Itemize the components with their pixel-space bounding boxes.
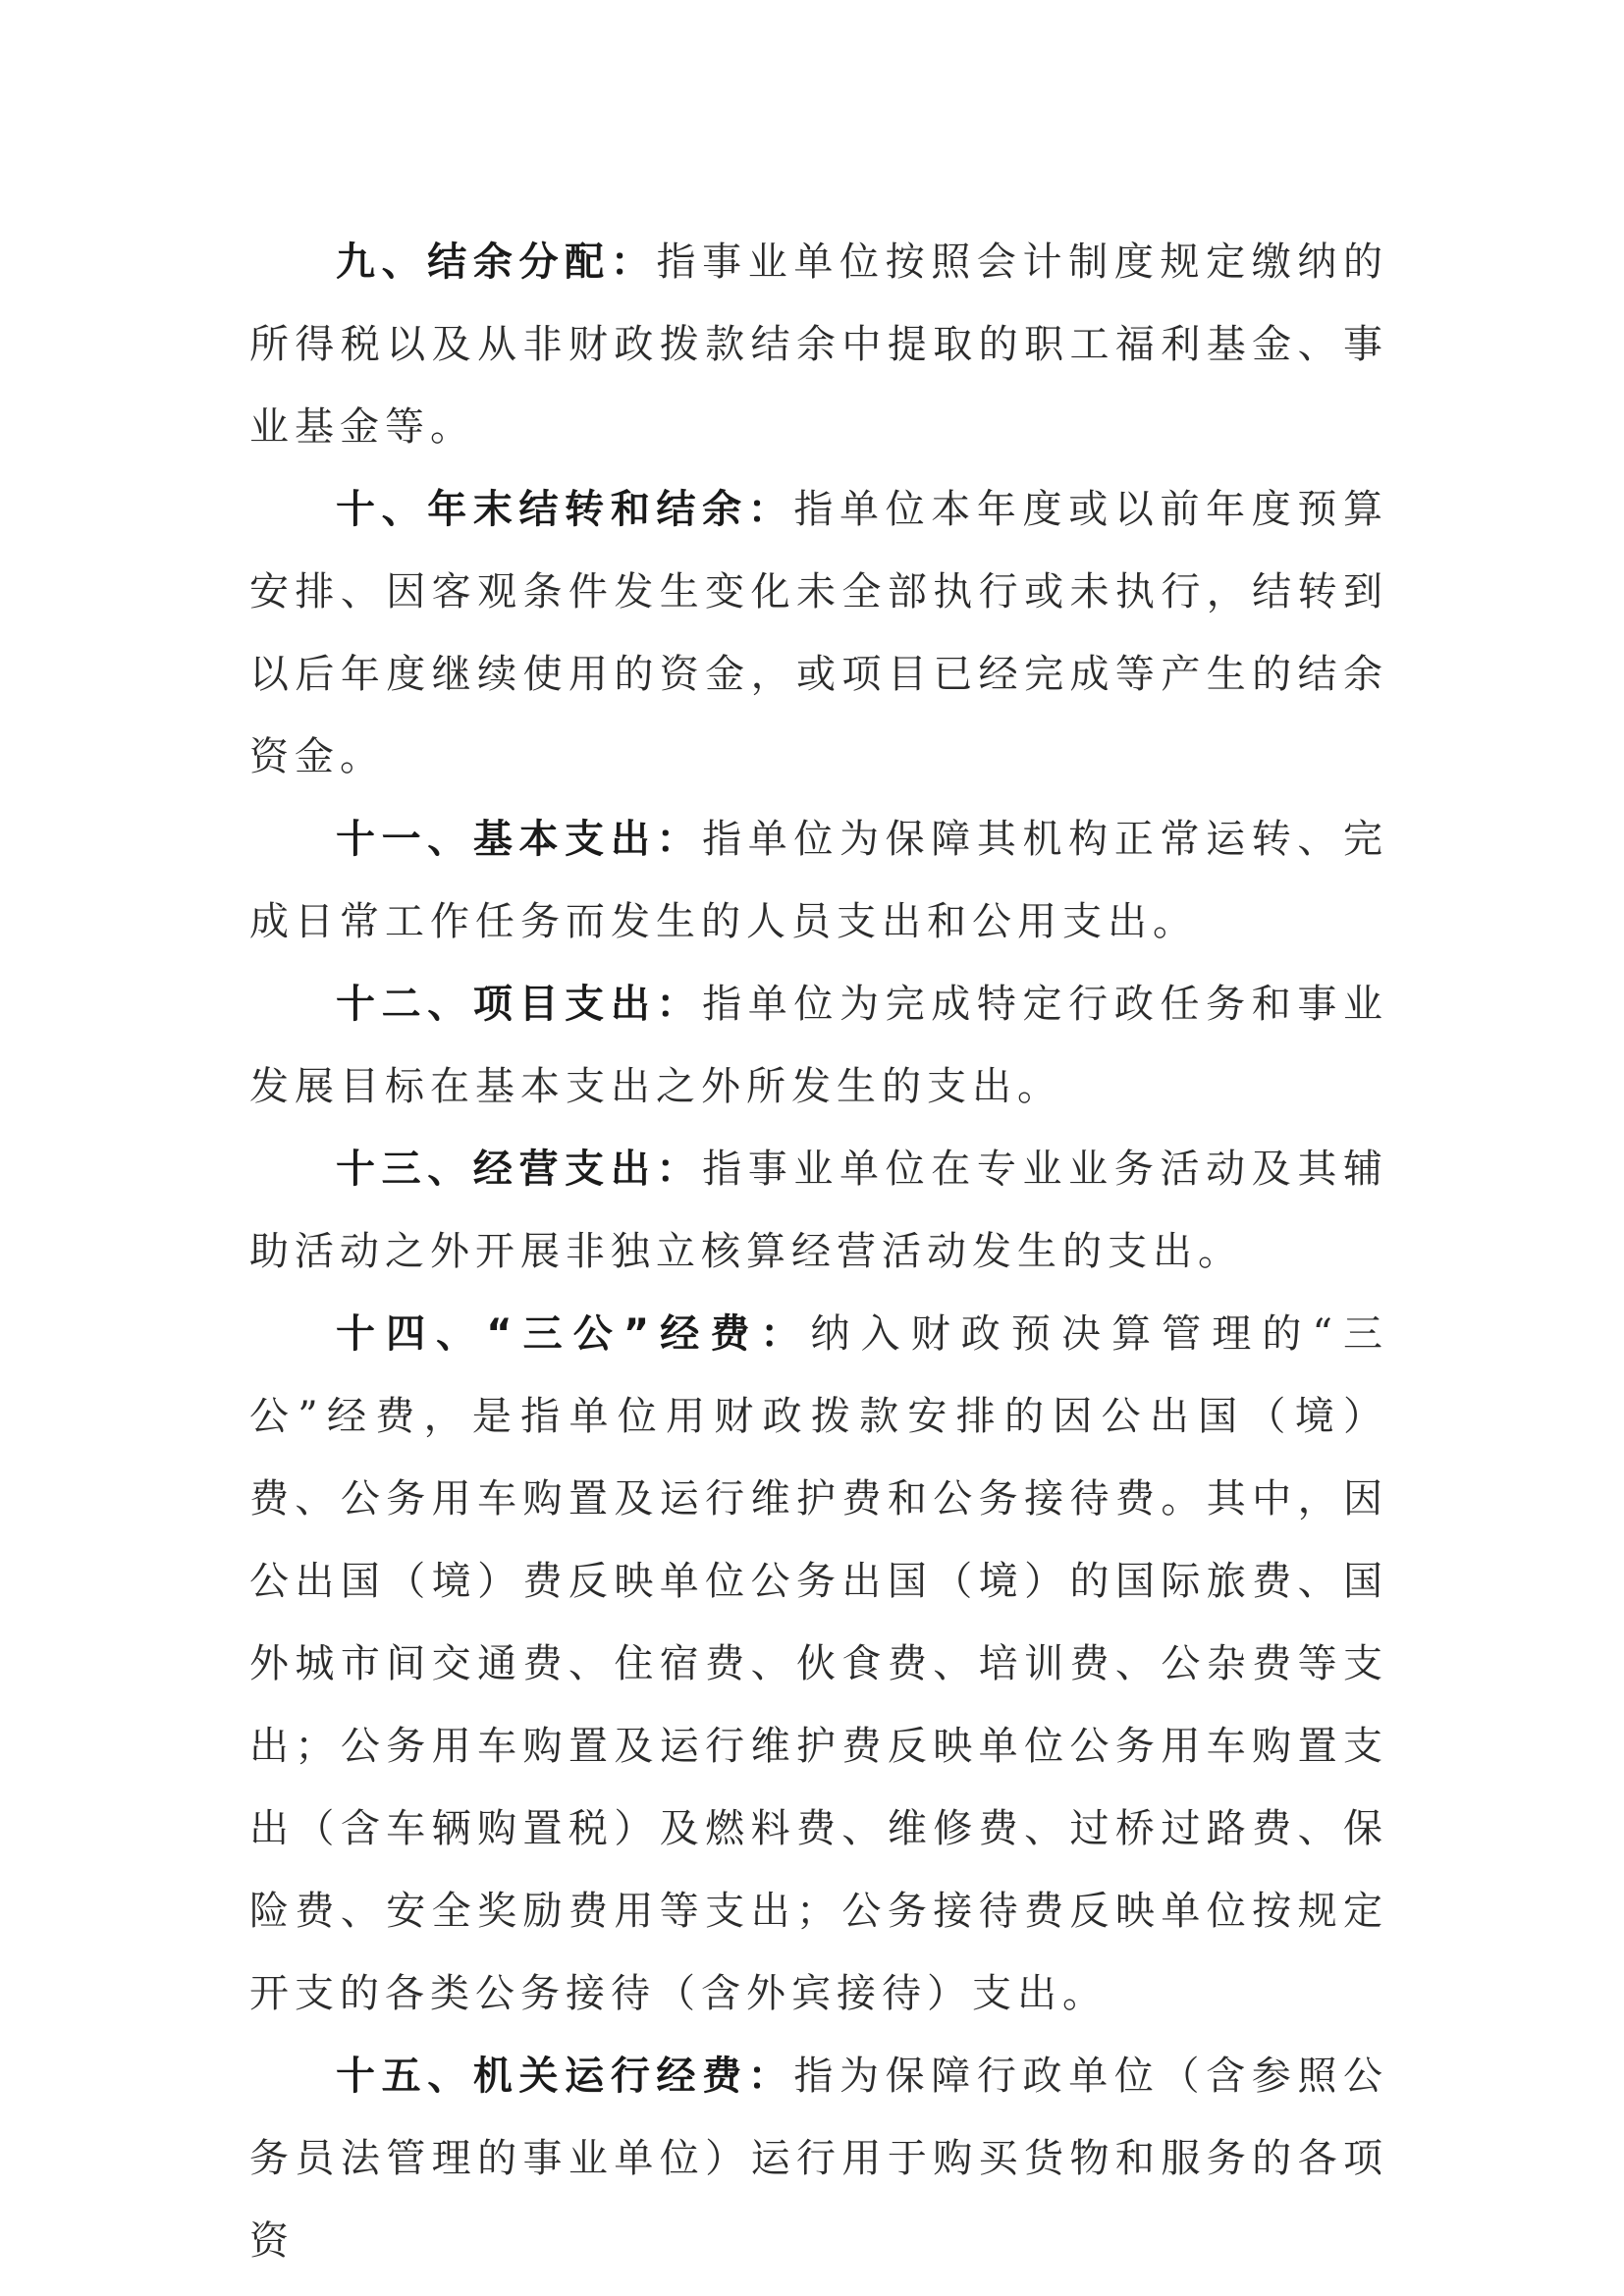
term-heading: 十四、“三公”经费：: [336, 1311, 811, 1357]
term-heading: 十三、经营支出：: [336, 1147, 703, 1192]
term-definition: 指事业单位在专业业务活动及其辅助活动之外开展非独立核算经营活动发生的支出。: [249, 1147, 1389, 1274]
paragraph-operating-expenditure: [249, 1128, 1388, 1293]
term-definition: 指单位为完成特定行政任务和事业发展目标在基本支出之外所发生的支出。: [249, 982, 1389, 1109]
paragraph-surplus-distribution: [249, 221, 1388, 468]
term-heading: 十一、基本支出：: [336, 817, 703, 862]
paragraph-project-expenditure: [249, 963, 1388, 1128]
paragraph-three-public-expenses: [249, 1293, 1388, 2035]
term-definition: 指事业单位按照会计制度规定缴纳的所得税以及从非财政拨款结余中提取的职工福利基金、事业基金等。: [249, 240, 1389, 450]
term-heading: 十五、机关运行经费：: [336, 2054, 794, 2099]
term-heading: 十、年末结转和结余：: [336, 487, 794, 532]
term-definition: 指为保障行政单位（含参照公务员法管理的事业单位）运行用于购买货物和服务的各项资: [249, 2054, 1389, 2264]
term-heading: 十二、项目支出：: [336, 982, 703, 1027]
paragraph-agency-operating-funds: [249, 2035, 1388, 2282]
document-page: [249, 221, 1388, 2282]
term-definition: 纳入财政预决算管理的“三公”经费，是指单位用财政拨款安排的因公出国（境）费、公务用车购置及运行维护费和公务接待费。其中，因公出国（境）费反映单位公务出国（境）的国际旅费、国外城市间交通费、住宿费、伙食费、培训费、公杂费等支出；公务用车购置及运行维护费反映单位公务用车购置支出（含车辆购置税）及燃料费、维修费、过桥过路费、保险费、安全奖励费用等支出；公务接待费反映单位按规定开支的各类公务接待（含外宾接待）支出。: [249, 1311, 1388, 2016]
paragraph-year-end-carryover: [249, 468, 1388, 798]
term-definition: 指单位为保障其机构正常运转、完成日常工作任务而发生的人员支出和公用支出。: [249, 817, 1389, 944]
term-definition: 指单位本年度或以前年度预算安排、因客观条件发生变化未全部执行或未执行，结转到以后年度继续使用的资金，或项目已经完成等产生的结余资金。: [249, 487, 1389, 779]
paragraph-basic-expenditure: [249, 798, 1388, 963]
term-heading: 九、结余分配：: [336, 240, 657, 285]
